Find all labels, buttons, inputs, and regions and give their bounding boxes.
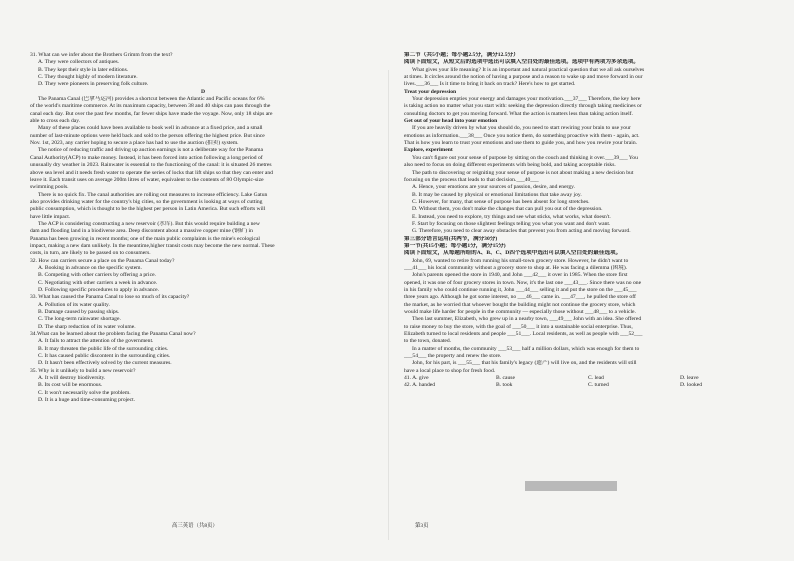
text-line: Your depression empties your energy and damages your motivation.___37___ Therefore, the key here	[412, 96, 641, 103]
text-line: C. The long-term rainwater shortage.	[38, 316, 121, 323]
text-line: also provides drinking water for the country's big cities, so the government is looking at ways of cutting	[30, 198, 263, 205]
text-line: focusing on the process that leads to that decision.___40___	[404, 176, 539, 183]
text-line: able to cross each day.	[30, 118, 81, 125]
text-line: D. Without them, you don't make the changes that can pull you out of the depression.	[412, 206, 603, 213]
option-41-a: 41. A. give	[404, 375, 429, 382]
text-line: John's parents opened the store in 1940, and John ___42___ it over in 1985. When the store first	[412, 272, 628, 279]
text-line: 32. How can carriers secure a place on the Panama Canal today?	[30, 257, 175, 264]
text-line: 33. What has caused the Panama Canal to lose so much of its capacity?	[30, 294, 190, 301]
option-42-a: 42. A. handed	[404, 382, 436, 389]
text-line: unusually dry weather in 2023. Rainwater is essential to the functioning of the canal: it is situated 26 metres	[30, 162, 272, 169]
footer-page-number: 第3页	[415, 523, 429, 529]
text-line: have little impact.	[30, 213, 71, 220]
left-column	[30, 52, 376, 405]
text-line: lives.___36___ Is it time to bring it back on track? Here's how to get started.	[404, 81, 576, 88]
text-line: B. They kept their style in later editions.	[38, 66, 129, 73]
text-line: also need to focus on doing different experiments with being bold, and taking acceptable risks.	[404, 162, 616, 169]
text-line: If you are heavily driven by what you should do, you need to start rewiring your brain to use your	[412, 125, 631, 132]
text-line: ___41___ his local community without a grocery store to shop at. He was facing a dilemma (困境).	[404, 264, 628, 271]
right-column-text	[404, 52, 772, 375]
text-line: The notice of reducing traffic and driving up auction earnings is not a deliberate way for the Panama	[38, 147, 263, 154]
option-row-42	[404, 382, 772, 389]
text-line: Many of these places could have been available to book well in advance at a fixed price, and a small	[38, 125, 263, 132]
text-line: Elizabeth turned to local residents and people ___51___. Local residents, as well as people with ___52___	[404, 331, 643, 338]
text-line: Explore, experiment	[404, 147, 453, 154]
text-line: 阅读下面短文，从每题所给的A、B、C、D四个选项中选出可以填入空白处的最佳选项。	[404, 250, 622, 257]
text-line: What gives your life meaning? It is an important and natural practical question that we all ask ourselves	[412, 66, 645, 73]
text-line: D. It is a huge and time-consuming project.	[38, 397, 136, 404]
text-line: number of last-minute options were held back and sold to the person offering the highest price. But since	[30, 132, 265, 139]
text-line: The path to discovering or reigniting your sense of purpose is not about making a new decision but	[412, 169, 634, 176]
text-line: swimming pools.	[30, 184, 69, 191]
text-line: A. It fails to attract the attention of the government.	[38, 338, 154, 345]
text-line: 第一节(共15小题；每小题1分，满分15分)	[404, 242, 506, 249]
text-line: costs, in turn, are likely to be passed on to consumers.	[30, 250, 151, 257]
text-line: B. Its cost will be enormous.	[38, 382, 103, 389]
text-line: 第二节（共5小题；每小题2.5分，满分12.5分）	[404, 52, 519, 58]
option-42-d: D. looked	[680, 382, 703, 389]
text-line: 第三部分语言运用(共两节，满分30分)	[404, 235, 498, 242]
text-line: B. It may threaten the public life of the surrounding cities.	[38, 345, 169, 352]
text-line: In a matter of months, the community ___53___ half a million dollars, which was enough for them to	[412, 345, 640, 352]
text-line: The ACP is considering constructing a new reservoir (水库). But this would require building a new	[38, 220, 260, 227]
text-line: D. Following specific procedures to apply in advance.	[38, 287, 160, 293]
text-line: opened, it was one of four grocery stores in town. Now, it's the last one ___43___. Since there was no one	[404, 279, 642, 286]
text-line: above sea level and it needs fresh water to operate the series of locks that lift ships so that they can enter and	[30, 169, 273, 176]
text-line: John, 69, wanted to retire from running his small-town grocery store. However, he didn't want to	[412, 257, 629, 264]
text-line: D. They were pioneers in preserving folk culture.	[38, 81, 149, 88]
text-line: You can't figure out your sense of purpose by sitting on the couch and thinking it over.___39___ You	[412, 154, 638, 161]
option-41-b: B. cause	[496, 375, 515, 382]
text-line: to the town, donated.	[404, 338, 452, 345]
text-line: C. It has caused public discontent in the surrounding cities.	[38, 353, 171, 360]
text-line: consulting doctors to get you moving forward. What the action is matters less than taking action itself.	[404, 110, 633, 117]
text-line: 34.What can be learned about the problem facing the Panama Canal now?	[30, 331, 196, 338]
text-line: B. Competing with other carriers by offering a price.	[38, 272, 156, 279]
option-41-c: C. lead	[588, 375, 604, 382]
text-line: 31. What can we infer about the Brothers Grimm from the text?	[30, 52, 173, 58]
text-line: 35. Why is it unlikely to build a new reservoir?	[30, 367, 136, 374]
text-line: A. It will destroy biodiversity.	[38, 375, 106, 382]
text-line: The Panama Canal (巴拿马运河) provides a shortcut between the Atlantic and Pacific oceans for 6%	[38, 96, 265, 103]
option-41-d: D. leave	[680, 375, 699, 382]
text-line: John, for his part, is ___55___ that his family's legacy (遗产) will live on, and the residents will still	[412, 360, 637, 367]
text-line: have a local place to shop for fresh food.	[404, 367, 496, 374]
right-column	[404, 52, 772, 390]
text-line: three years ago. Although he got some interest, no ___46___ came in. ___47___, he pulled the store off	[404, 294, 636, 301]
scan-redaction-bar	[525, 481, 617, 491]
text-line: A. Pollution of its water quality.	[38, 301, 110, 308]
text-line: G. Therefore, you need to clear away obstacles that prevent you from acting and moving forward.	[412, 228, 631, 235]
text-line: would make life harder for people in the community — especially those without ___48___ to a vehicle.	[404, 309, 636, 316]
text-line: canal each day. But over the past few months, far fewer ships have made the voyage. Now, only 18 ships are	[30, 110, 273, 117]
text-line: B. Damage caused by passing ships.	[38, 309, 120, 316]
text-line: in his family who could continue running it, John ___44___ selling it and put the store on the ___45___	[404, 287, 637, 293]
text-line: is taking action no matter what you start with: seeking the depression directly through taking medicines or	[404, 103, 642, 110]
text-line: Panama has been growing in recent months; one of the main public complaints is the mine's ecological	[30, 235, 260, 242]
text-line: C. Negotiating with other carriers a week in advance.	[38, 279, 158, 286]
text-line: dam and flooding land in a biodiverse area. Deep discontent about a massive copper mine (铜矿) in	[30, 228, 253, 235]
text-line: Then last summer, Elizabeth, who grew up in a nearby town, ___49___ John with an idea. She offered	[412, 316, 642, 323]
text-line: Treat your depression	[404, 88, 457, 95]
text-line: That is how you learn to trust your emotions and use them to guide you, and how you rewire your brain.	[404, 140, 638, 147]
text-line: the market, as he worried that whoever bought the building might not continue the grocery store, which	[404, 301, 636, 308]
text-line: A. Hence, your emotions are your sources of passion, desire, and energy.	[412, 184, 575, 191]
text-line: D. The sharp reduction of its water volume.	[38, 323, 136, 330]
text-line: C. It won't necessarily solve the problem.	[38, 389, 131, 396]
footer-page-info: 高三英语（共8页）	[172, 523, 218, 529]
option-42-b: B. took	[496, 382, 513, 389]
option-row-41	[404, 375, 772, 382]
text-line: leave it. Each transit uses on average 200m litres of water, equivalent to the contents of 80 Olympic-size	[30, 176, 264, 183]
text-line: public consumption, which is thought to be the highest per person in Latin America. But such efforts will	[30, 206, 266, 213]
text-line: Get out of your head into your emotion	[404, 118, 498, 125]
text-line: to raise money to buy the store, with the goal of ___50___ it into a sustainable social enterprise. Thus,	[404, 323, 633, 330]
text-line: ___54___ the property and renew the store.	[404, 353, 502, 360]
text-line: 阅读下面短文，从短文后的选项中选出可以填入空白处的最佳选项。选项中有两项为多余选项。	[404, 59, 639, 66]
text-line: emotions as information.___38___ Once you notice them, do something proactive with them - again, act.	[404, 132, 640, 139]
text-line: C. They thought highly of modern literature.	[38, 74, 138, 81]
text-line: B. It may be caused by physical or emotional limitations that take away joy.	[412, 191, 582, 198]
text-line: A. Booking in advance on the specific system.	[38, 264, 142, 271]
text-line: E. Instead, you need to explore, try things and see what sticks, what works, what doesn't.	[412, 213, 611, 220]
text-line: There is no quick fix. The canal authorities are rolling out measures to increase efficiency. Lake Gatun	[38, 191, 268, 198]
exam-sheet	[22, 52, 782, 547]
text-line: impact, making a new dam unlikely. In the meantime,higher transit costs may become the new normal. These	[30, 242, 275, 249]
text-line: C. However, for many, that sense of purpose has been absent for long stretches.	[412, 198, 590, 205]
text-line: Canal Authority(ACP) to make money. Instead, it has been forced into action following a long period of	[30, 154, 263, 161]
text-line: D	[200, 88, 206, 95]
text-line: D. It hasn't been effectively solved by the current measures.	[38, 360, 172, 367]
text-line: F. Start by focusing on those slightest feelings telling you what you want and don't want.	[412, 220, 611, 227]
text-line: Nov. 1st, 2023, any carrier hoping to secure a place has had to use the auction (拍卖) system.	[30, 140, 239, 147]
text-line: A. They were collectors of antiques.	[38, 59, 120, 66]
text-line: of the world's maritime commerce. At its maximum capacity, between 38 and 40 ships can pass through the	[30, 103, 271, 110]
text-line: at times. It circles around the notion of having a purpose and a reason to wake up and move forward in our	[404, 74, 643, 81]
option-42-c: C. turned	[588, 382, 609, 389]
